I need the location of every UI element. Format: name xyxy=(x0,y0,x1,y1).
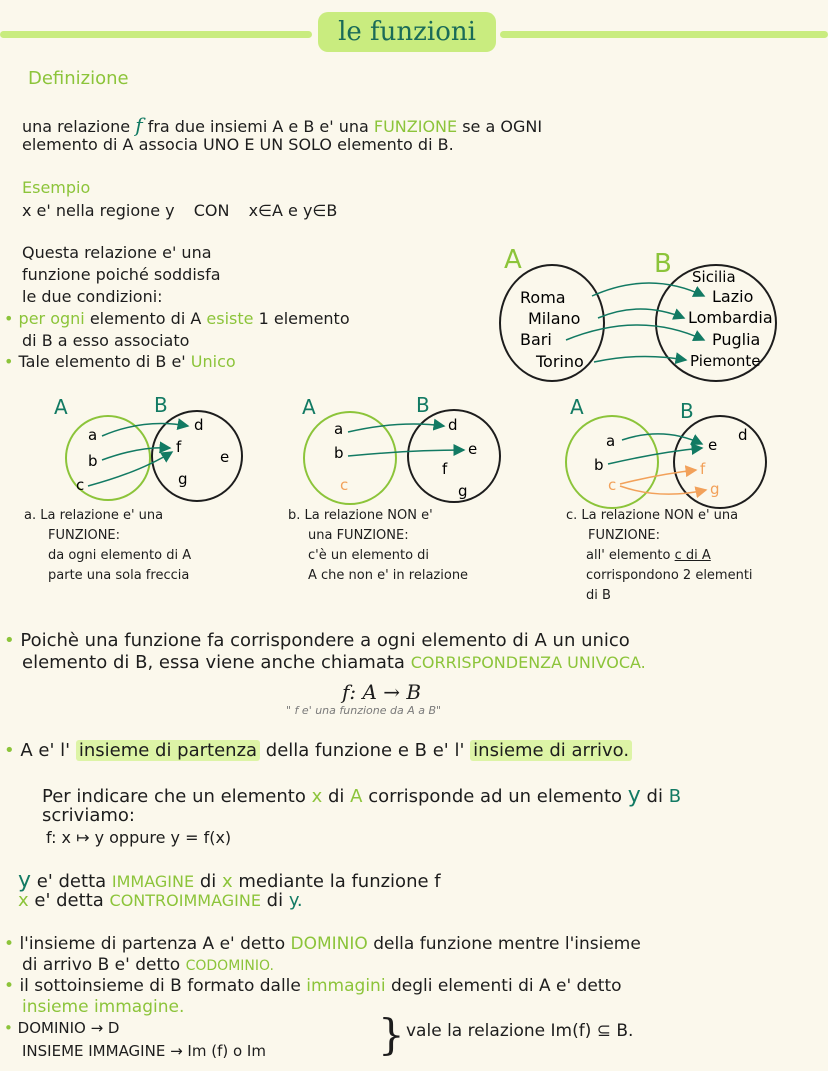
regions-set-a-label: A xyxy=(504,245,522,275)
region-lazio: Lazio xyxy=(712,287,754,306)
regions-set-b-label: B xyxy=(654,249,672,279)
diagram-b-el-d: d xyxy=(448,416,458,434)
diagram-b-el-b: b xyxy=(334,444,344,462)
insieme-partenza-highlight: insieme di partenza xyxy=(76,740,260,761)
definition-line-2: elemento di A associa UNO E UN SOLO elemento di B. xyxy=(22,135,454,154)
definition-line-1 xyxy=(22,113,542,137)
diagram-b-el-a: a xyxy=(334,420,344,438)
domain-text-5: degli elementi di A e' detto xyxy=(390,976,622,996)
diagram-b-set-a-label: A xyxy=(302,395,316,419)
domain-text-4: il sottoinsieme di B formato dalle xyxy=(19,976,301,996)
notation-formula: f: x ↦ y oppure y = f(x) xyxy=(46,828,232,847)
notation-text-3: corrisponde ad un elemento xyxy=(368,786,623,807)
diagram-a-el-g: g xyxy=(178,470,188,488)
diagram-c-el-a: a xyxy=(606,432,616,450)
dominio-symbol: DOMINIO → D xyxy=(17,1019,120,1037)
notation-line-2: scriviamo: xyxy=(42,805,135,826)
brace-relation: vale la relazione Im(f) ⊆ B. xyxy=(406,1021,634,1041)
diagram-b-el-e: e xyxy=(468,440,478,458)
notation-x: x xyxy=(311,786,323,807)
diagram-c-caption-4: corrispondono 2 elementi xyxy=(586,568,753,583)
region-sicilia: Sicilia xyxy=(692,268,736,286)
title-right-rule xyxy=(500,31,828,38)
domain-line-1 xyxy=(4,934,641,954)
condition-1 xyxy=(4,309,350,328)
diagram-a-caption xyxy=(24,506,191,586)
bullet-icon: • xyxy=(4,309,14,328)
diagram-c-el-c: c xyxy=(608,476,617,494)
controimage-text-2: di xyxy=(266,890,284,911)
diagram-c-arrow-b-e xyxy=(608,448,702,464)
page-title: le funzioni xyxy=(318,12,496,52)
diagram-b-caption-1: b. La relazione NON e' xyxy=(288,508,433,523)
diagram-a-el-e: e xyxy=(220,448,230,466)
example-line xyxy=(22,201,337,220)
condition-2-text: Tale elemento di B e' xyxy=(18,352,186,371)
diagram-b xyxy=(290,392,520,510)
image-x: x xyxy=(221,871,233,892)
diagram-a-el-a: a xyxy=(88,426,98,444)
city-roma: Roma xyxy=(520,288,566,307)
diagram-c-arrow-c-g xyxy=(620,486,706,494)
region-puglia: Puglia xyxy=(712,330,761,349)
notation-A: A xyxy=(350,786,363,807)
diagram-c-arrow-a-e xyxy=(622,434,702,444)
image-line-2 xyxy=(18,890,303,911)
notation-text-2: di xyxy=(327,786,345,807)
domain-line-4: insieme immagine. xyxy=(22,997,185,1017)
condition-1-text-2: 1 elemento xyxy=(258,309,350,328)
diagram-c-caption-3-a: all' elemento xyxy=(586,548,671,563)
dominio-keyword: DOMINIO xyxy=(290,934,368,954)
arrow-milano-lombardia xyxy=(598,309,684,318)
diagram-c-el-f: f xyxy=(700,460,706,478)
codominio-keyword: CODOMINIO. xyxy=(185,958,274,974)
diagram-c-caption-5: di B xyxy=(586,588,611,603)
arrow-torino-piemonte xyxy=(594,356,686,362)
immagine-keyword: IMMAGINE xyxy=(111,872,195,891)
domain-line-2 xyxy=(22,955,274,975)
diagram-a-set-b-label: B xyxy=(154,393,168,417)
diagram-a-el-b: b xyxy=(88,452,98,470)
example-membership: x∈A e y∈B xyxy=(248,201,338,220)
diagram-b-set-b-label: B xyxy=(416,393,430,417)
diagram-a-el-d: d xyxy=(194,416,204,434)
domain-line-3 xyxy=(4,976,622,996)
funzione-keyword: FUNZIONE xyxy=(373,117,458,136)
formula: f: A → B xyxy=(342,680,422,704)
example-paragraph-1: Questa relazione e' una xyxy=(22,243,212,262)
diagram-a-el-c: c xyxy=(76,476,85,494)
notation-B: B xyxy=(668,786,682,807)
diagram-c-caption xyxy=(566,506,753,606)
brace-icon: } xyxy=(378,1010,405,1059)
diagram-c-set-b-circle xyxy=(674,416,766,508)
condition-2 xyxy=(4,352,236,371)
region-piemonte: Piemonte xyxy=(690,352,761,370)
univoca-line-2 xyxy=(22,652,646,673)
domain-line-6: INSIEME IMMAGINE → Im (f) o Im xyxy=(22,1042,266,1060)
image-text-3: mediante la funzione f xyxy=(238,871,441,892)
example-paragraph-3: le due condizioni: xyxy=(22,287,163,306)
diagram-b-caption-2: una FUNZIONE: xyxy=(308,528,409,543)
diagram-c-set-b-label: B xyxy=(680,399,694,423)
bullet-icon: • xyxy=(4,352,14,371)
diagram-a-caption-2: FUNZIONE: xyxy=(48,528,121,543)
notation-text-1: Per indicare che un elemento xyxy=(42,786,306,807)
diagram-a-caption-3: da ogni elemento di A xyxy=(48,548,192,563)
definition-text: una relazione xyxy=(22,117,131,136)
diagram-b-arrow-a-d xyxy=(348,424,444,432)
domain-text-1: l'insieme di partenza A e' detto xyxy=(19,934,286,954)
condition-1-continuation: di B a esso associato xyxy=(22,331,190,350)
diagram-c-arrow-c-f xyxy=(620,470,696,484)
corrispondenza-univoca-keyword: CORRISPONDENZA UNIVOCA. xyxy=(410,653,646,672)
diagram-b-caption xyxy=(288,506,468,586)
immagini-keyword: immagini xyxy=(306,976,386,996)
diagram-c-caption-3 xyxy=(566,546,753,566)
title-left-rule xyxy=(0,31,312,38)
univoca-text-1: Poichè una funzione fa corrispondere a ogni elemento di A un unico xyxy=(20,630,630,651)
diagram-a-set-a-label: A xyxy=(54,395,68,419)
diagram-c-set-a-circle xyxy=(566,416,658,508)
region-lombardia: Lombardia xyxy=(688,308,773,327)
bullet-icon: • xyxy=(4,934,15,954)
diagram-b-caption-3: c'è un elemento di xyxy=(308,548,430,563)
diagram-a-caption-4: parte una sola freccia xyxy=(48,568,190,583)
diagram-c-el-d: d xyxy=(738,426,748,444)
diagram-a-arrow-b-f xyxy=(102,448,170,460)
image-text-1: e' detta xyxy=(36,871,107,892)
domain-text-3: di arrivo B e' detto xyxy=(22,955,181,975)
definition-text: se a OGNI xyxy=(462,117,543,136)
diagram-a xyxy=(40,392,260,510)
controimmagine-keyword: CONTROIMMAGINE xyxy=(109,891,261,910)
symbol-f: f xyxy=(135,113,143,137)
example-con: CON xyxy=(193,201,230,220)
image-text-2: di xyxy=(199,871,217,892)
univoca-text-2: elemento di B, essa viene anche chiamata xyxy=(22,652,405,673)
diagram-b-el-c: c xyxy=(340,476,349,494)
example-heading: Esempio xyxy=(22,178,91,197)
diagram-c-caption-3-b: c di A xyxy=(674,548,711,563)
definition-heading: Definizione xyxy=(28,68,129,89)
diagram-b-arrow-b-e xyxy=(348,450,464,456)
notation-line-1 xyxy=(42,783,681,808)
city-bari: Bari xyxy=(520,330,552,349)
sets-text-1: A e' l' xyxy=(20,740,71,761)
example-paragraph-2: funzione poiché soddisfa xyxy=(22,265,221,284)
bullet-icon: • xyxy=(4,976,15,996)
sets-line xyxy=(4,740,632,761)
formula-note: " f e' una funzione da A a B" xyxy=(286,704,442,717)
bullet-icon: • xyxy=(4,1019,13,1037)
univoca-line-1 xyxy=(4,630,630,651)
controimage-text-1: e' detta xyxy=(34,890,104,911)
diagram-c-el-e: e xyxy=(708,436,718,454)
condition-1-esiste: esiste xyxy=(206,309,254,328)
diagram-b-el-g: g xyxy=(458,482,468,500)
bullet-icon: • xyxy=(4,630,15,651)
condition-1-text: elemento di A xyxy=(89,309,202,328)
condition-1-keyword: per ogni xyxy=(18,309,85,328)
controimage-x: x xyxy=(18,890,29,911)
diagram-c xyxy=(560,392,790,510)
diagram-c-el-b: b xyxy=(594,456,604,474)
notation-y: y xyxy=(627,783,641,808)
diagram-a-caption-1: a. La relazione e' una xyxy=(24,508,164,523)
notation-text-4: di xyxy=(646,786,663,807)
condition-2-keyword: Unico xyxy=(190,352,236,371)
bullet-icon: • xyxy=(4,740,15,761)
diagram-c-el-g: g xyxy=(710,480,720,498)
arrow-bari-puglia xyxy=(566,325,704,340)
diagram-c-set-a-label: A xyxy=(570,395,584,419)
regions-diagram xyxy=(490,240,828,390)
city-milano: Milano xyxy=(528,309,581,328)
city-torino: Torino xyxy=(536,352,584,371)
diagram-a-el-f: f xyxy=(176,438,182,456)
sets-text-2: della funzione e B e' l' xyxy=(265,740,465,761)
arrow-roma-lazio xyxy=(592,283,704,296)
definition-text: fra due insiemi A e B e' una xyxy=(147,117,369,136)
domain-line-5 xyxy=(4,1019,119,1037)
insieme-arrivo-highlight: insieme di arrivo. xyxy=(470,740,632,761)
diagram-b-caption-4: A che non e' in relazione xyxy=(308,568,469,583)
diagram-c-caption-1: c. La relazione NON e' una xyxy=(566,508,739,523)
diagram-c-caption-2: FUNZIONE: xyxy=(588,528,661,543)
example-text: x e' nella regione y xyxy=(22,201,175,220)
diagram-a-arrow-a-d xyxy=(102,424,188,436)
image-y: y xyxy=(18,868,32,893)
domain-text-2: della funzione mentre l'insieme xyxy=(373,934,641,954)
controimage-y: y. xyxy=(288,890,303,911)
diagram-b-el-f: f xyxy=(442,460,448,478)
